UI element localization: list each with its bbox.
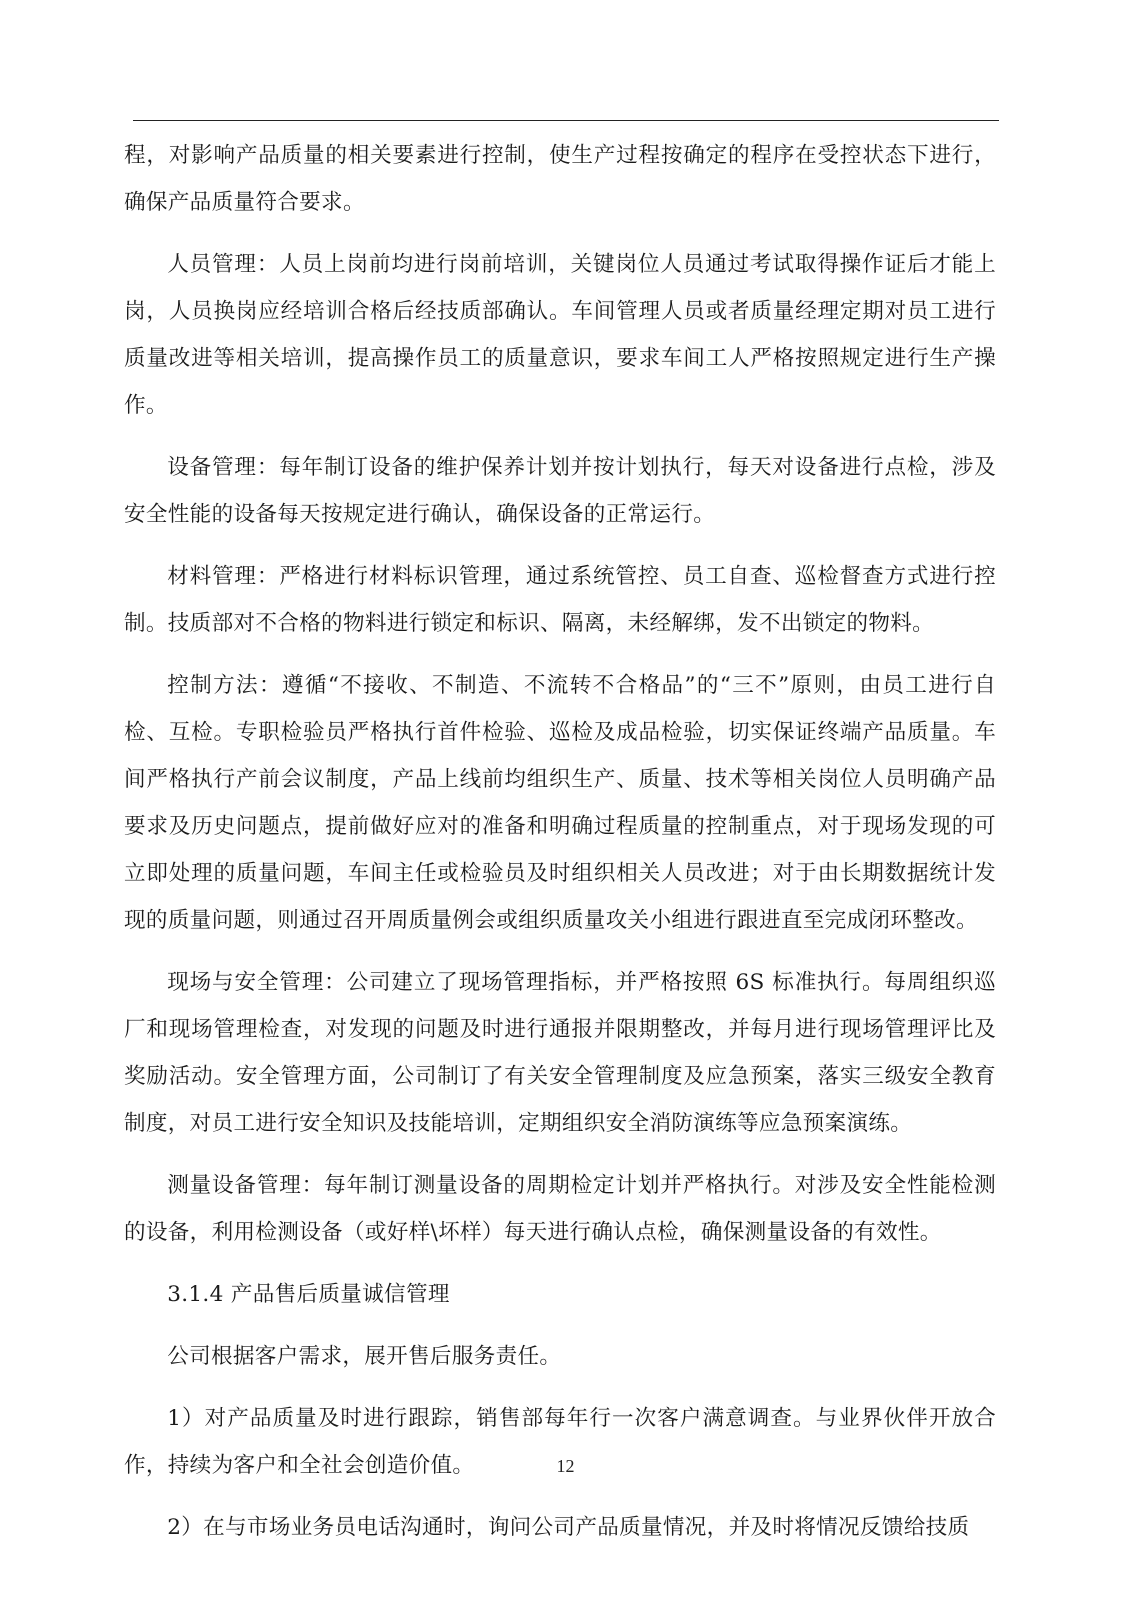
page-number: 12 xyxy=(556,1456,575,1476)
paragraph-equipment-management: 设备管理：每年制订设备的维护保养计划并按计划执行，每天对设备进行点检，涉及安全性能的设备每天按规定进行确认，确保设备的正常运行。 xyxy=(124,455,996,527)
section-heading: 3.1.4 产品售后质量诚信管理 xyxy=(167,1282,450,1307)
paragraph-site-safety-management: 现场与安全管理：公司建立了现场管理指标，并严格按照 6S 标准执行。每周组织巡厂和现场管理检查，对发现的问题及时进行通报并限期整改，并每月进行现场管理评比及奖励活动。安全管理方面，公司制订了有关安全管理制度及应急预案，落实三级安全教育制度，对员工进行安全知识及技能培训，定期组织安全消防演练等应急预案演练。 xyxy=(124,970,996,1136)
page-body xyxy=(124,132,996,1551)
header-rule xyxy=(133,120,999,121)
paragraph-personnel-management: 人员管理：人员上岗前均进行岗前培训，关键岗位人员通过考试取得操作证后才能上岗，人员换岗应经培训合格后经技质部确认。车间管理人员或者质量经理定期对员工进行质量改进等相关培训，提高操作员工的质量意识，要求车间工人严格按照规定进行生产操作。 xyxy=(124,252,996,418)
list-item-2: 2）在与市场业务员电话沟通时，询问公司产品质量情况，并及时将情况反馈给技质 xyxy=(167,1515,970,1540)
list-item-1: 1）对产品质量及时进行跟踪，销售部每年行一次客户满意调查。与业界伙伴开放合作，持续为客户和全社会创造价值。 xyxy=(124,1406,996,1478)
paragraph-control-methods: 控制方法：遵循“不接收、不制造、不流转不合格品”的“三不”原则，由员工进行自检、互检。专职检验员严格执行首件检验、巡检及成品检验，切实保证终端产品质量。车间严格执行产前会议制度，产品上线前均组织生产、质量、技术等相关岗位人员明确产品要求及历史问题点，提前做好应对的准备和明确过程质量的控制重点，对于现场发现的可立即处理的质量问题，车间主任或检验员及时组织相关人员改进；对于由长期数据统计发现的质量问题，则通过召开周质量例会或组织质量攻关小组进行跟进直至完成闭环整改。 xyxy=(124,673,996,933)
paragraph-after-sales-intro: 公司根据客户需求，展开售后服务责任。 xyxy=(167,1344,562,1369)
paragraph-measuring-equipment: 测量设备管理：每年制订测量设备的周期检定计划并严格执行。对涉及安全性能检测的设备，利用检测设备（或好样\坏样）每天进行确认点检，确保测量设备的有效性。 xyxy=(124,1173,996,1245)
paragraph-continuation: 程，对影响产品质量的相关要素进行控制，使生产过程按确定的程序在受控状态下进行，确保产品质量符合要求。 xyxy=(124,143,996,215)
paragraph-material-management: 材料管理：严格进行材料标识管理，通过系统管控、员工自查、巡检督查方式进行控制。技质部对不合格的物料进行锁定和标识、隔离，未经解绑，发不出锁定的物料。 xyxy=(124,564,996,636)
